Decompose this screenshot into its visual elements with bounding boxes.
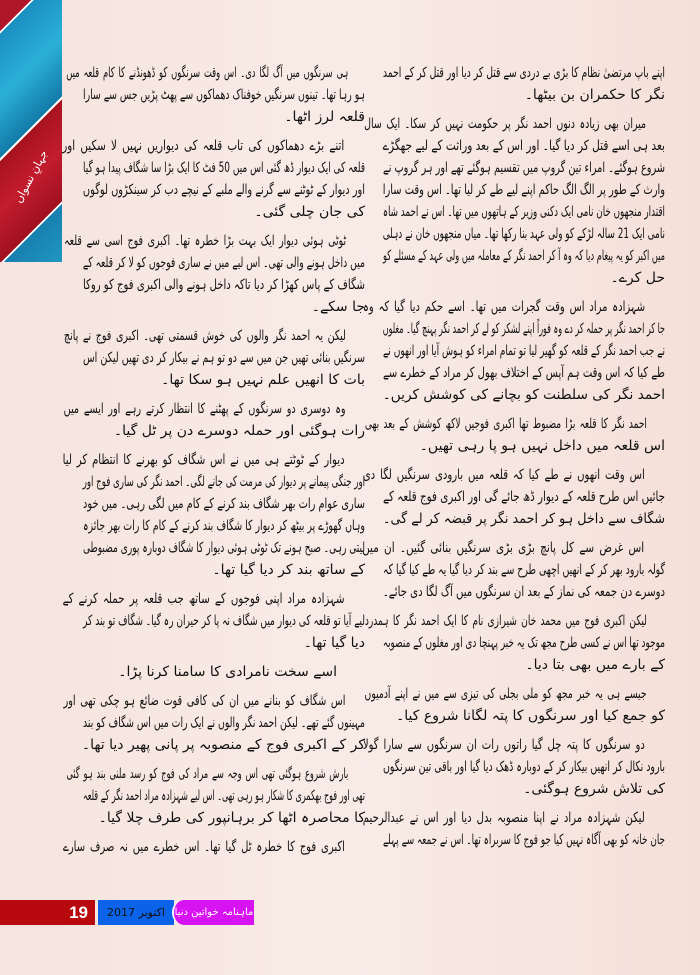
text-line: اپنے باپ مرتضیٰ نظام کا بڑی بے دردی سے قتل کر دیا اور قتل کر کے احمد (382, 65, 665, 81)
text-line: کی جان چلی گئی۔ (254, 204, 365, 220)
text-line: اس غرض سے کل پانچ بڑی بڑی سرنگیں بنائی گئیں۔ ان میں (362, 540, 645, 556)
text-line: طے کیا کہ اس وقت ہم آپس کے اختلاف بھول کر مراد کے خطرے سے (383, 365, 665, 381)
paragraph (64, 230, 366, 318)
issue-date: اکتوبر 2017 (98, 900, 174, 925)
text-line: سرنگیں بنائی تھیں جن میں سے دو تو ہم نے بیکار کر دی تھیں لیکن اس (83, 350, 365, 366)
text-line: قلعہ لرز اٹھا۔ (284, 109, 365, 125)
paragraph (63, 325, 365, 391)
text-line: اس شگاف کو بنانے میں ان کی کافی قوت ضائع ہو چکی تھی اور (63, 693, 346, 709)
paragraph (364, 113, 665, 289)
text-line: شہزادہ مراد اس وقت گجرات میں تھا۔ اسے حکم دیا گیا کہ وہ (363, 299, 646, 315)
text-line: احمد نگر کی سلطنت کو بچانے کی کوشش کریں۔ (382, 387, 665, 403)
text-line: جائیں اس طرح قلعہ کے دیوار ڈھ جائے گی اور اکبری فوج قلعہ کے (383, 489, 665, 505)
section-label: جہانِ نسواں (11, 147, 51, 206)
text-line: جان خانہ کو بھی آگاہ نہیں کیا جو فوج کا سربراہ تھا۔ اس نے جمعہ سے پہلے (383, 832, 665, 848)
paragraph (362, 734, 665, 800)
text-line: میں داخل ہونے والی تھی۔ اس لیے میں نے ساری فوجوں کو لا کر قلعہ کے (82, 255, 366, 271)
text-line: دیا گیا تھا۔ (303, 635, 365, 651)
paragraph (62, 588, 365, 654)
paragraph (63, 398, 365, 442)
text-column-right (362, 62, 665, 858)
text-line: شگاف سے داخل ہو کر احمد نگر پر قبضہ کر لے گی۔ (383, 511, 665, 527)
text-line: کے ساتھ بند کر دیا گیا تھا۔ (212, 562, 365, 578)
text-line: دوسرے دن جمعہ کی نماز کے بعد ان سرنگوں میں آگ لگا دی جائے۔ (382, 584, 665, 600)
text-line: جیسے ہی یہ خبر مجھ کو ملی بجلی کی تیزی سے میں نے اپنے آدمیوں (364, 686, 647, 702)
paragraph (66, 62, 365, 128)
text-line: لیے آیا تو قلعہ کی دیوار میں شگاف نہ پا کر حیران رہ گیا۔ شگاف تو بند کر (83, 613, 365, 629)
paragraph (363, 296, 665, 406)
text-line: میں اکبر کو یہ پیغام دیا کہ وہ آ کر احمد نگر کے معاملہ میں ولی عہد کے مسئلے کو (383, 248, 665, 264)
text-line: اتنے بڑے دھماکوں کی تاب قلعہ کی دیواریں نہیں لا سکیں اور (62, 138, 345, 154)
text-line: شگاف کے پاس کھڑا کر دیا تاکہ داخل ہونے والی اکبری فوج کو روکا (82, 277, 366, 293)
paragraph (364, 610, 665, 676)
text-line: کے بارے میں بھی بتا دیا۔ (525, 657, 665, 673)
text-line: وہاں گھوڑے پر بیٹھ کر دیوار کا شگاف بند کرنے کے کام کا رات بھر جائزہ (83, 518, 365, 534)
paragraph (362, 464, 665, 530)
text-line: ٹوٹی ہوئی دیوار ایک بہت بڑا خطرہ تھا۔ اکبری فوج اسی سے قلعہ (64, 233, 347, 249)
text-line: نگر کا حکمران بن بیٹھا۔ (524, 87, 665, 103)
text-line: اس قلعہ میں داخل نہیں ہو پا رہی تھیں۔ (419, 438, 665, 454)
text-line: نامی ایک 21 سالہ لڑکے کو ولی عہد بنا رکھا تھا۔ میاں منجھوں خان نے دہلی (382, 226, 665, 242)
text-line: کو جمع کیا اور سرنگوں کا پتہ لگانا شروع کیا۔ (396, 708, 665, 724)
paragraph (62, 836, 365, 858)
text-line: دیوار کے ٹوٹتے ہی میں نے اس شگاف کو بھرنے کا انتظام کر لیا (62, 452, 345, 468)
text-line: لیتی رہی۔ صبح ہونے تک ٹوٹی ہوئی دیوار کا شگاف دوبارہ پوری مضبوطی (83, 540, 365, 556)
paragraph (383, 62, 665, 106)
paragraph (62, 449, 365, 581)
text-line: جا کر احمد نگر پر حملہ کر دے وہ فوراً اپنے لشکر کو لے کر احمد نگر پہنچ گیا۔ مغلوں (382, 321, 665, 337)
text-line: رات ہوگئی اور حملہ دوسرے دن پر ٹل گیا۔ (113, 423, 365, 439)
text-line: بعد ہی اسے قتل کر دیا گیا۔ اور اس کے بعد وراثت کے لیے جھگڑے (382, 138, 665, 154)
text-line: تھی اور فوج بھکمری کا شکار ہو رہی تھی۔ اس لیے شہزادہ مراد احمد نگر کے قلعہ (83, 788, 365, 804)
paragraph (364, 683, 665, 727)
text-line: اور دیوار کے ٹوٹنے سے گرنے والے ملبے کے نیچے دب کر سینکڑوں لوگوں (82, 182, 365, 198)
text-line: ہی سرنگوں میں آگ لگا دی۔ اس وقت سرنگوں کو ڈھونڈنے کا کام قلعہ میں (66, 65, 349, 81)
paragraph (364, 413, 665, 457)
text-line: احمد نگر کا قلعہ بڑا مضبوط تھا اکبری فوجیں لاکھ کوشش کے بعد بھی (364, 416, 647, 432)
text-line: اور جنگی پیمانے پر دیوار کی مرمت کی جانے لگی۔ احمد نگر کی ساری فوج اور (82, 474, 365, 490)
text-line: لیکن یہ احمد نگر والوں کی خوش قسمتی تھی۔ اکبری فوج نے پانچ (63, 328, 346, 344)
text-line: وارث کے طور پر الگ الگ حاکم اپنے لیے طے کر لیا تھا۔ اس وقت سارا (382, 182, 665, 198)
text-line: اسے سخت نامرادی کا سامنا کرنا پڑا۔ (118, 664, 337, 680)
text-line: موجود تھا اس نے کسی طرح مجھ تک یہ خبر پہنچا دی اور مغلوں کے منصوبہ (382, 635, 665, 651)
page-number: 19 (69, 903, 88, 922)
paragraph (62, 135, 366, 223)
text-line: ہو رہا تھا۔ تینوں سرنگیں خوفناک دھماکوں سے پھٹ پڑیں جس سے سارا (83, 87, 365, 103)
text-column-left (62, 62, 366, 865)
text-line: گولہ بارود بھر کر کے انھیں اچھی طرح سے بند کر دیا گیا یہ طے کیا گیا کہ (383, 562, 665, 578)
paragraph (362, 537, 665, 603)
text-line: اس وقت انھوں نے طے کیا کہ قلعہ میں بارودی سرنگیں لگا دی (362, 467, 645, 483)
section-banner (0, 0, 62, 262)
text-line: بارش شروع ہوگئی تھی اس وجہ سے مراد کی فوج کو رسد ملنی بند ہو گئی (66, 766, 349, 782)
text-line: لیکن شہزادہ مراد نے اپنا منصوبہ بدل دیا اور اس نے عبدالرحیم (362, 810, 645, 826)
text-line: کا محاصرہ اٹھا کر برہانپور کی طرف چلا گیا۔ (98, 810, 365, 826)
text-line: بارود نکال کر انھیں بیکار کر کے دوبارہ ڈھک دیا گیا اور باقی تین سرنگوں (382, 759, 665, 775)
text-line: کی تلاش شروع ہوگئی۔ (523, 781, 665, 797)
text-line: لیکن اکبری فوج میں محمد خان شیرازی نام کا ایک احمد نگر کا ہمدرد (364, 613, 647, 629)
text-line: حل کرے۔ (610, 270, 665, 286)
text-line: وہ دوسری دو سرنگوں کے پھٹنے کا انتظار کرتے رہے اور ایسے میں (63, 401, 346, 417)
text-line: بات کا انھیں علم نہیں ہو سکا تھا۔ (161, 372, 365, 388)
magazine-name: ماہنامہ خواتین دنیا (172, 900, 254, 925)
text-line: شروع ہوگئے۔ امراء تین گروپ میں تقسیم ہوگئے تھے اور ہر گروپ نے (383, 160, 665, 176)
page-number-box (0, 900, 95, 925)
paragraph (66, 763, 365, 829)
text-line: جا سکے۔ (311, 299, 365, 315)
text-line: مہینوں گئے تھے۔ لیکن احمد نگر والوں نے ایک رات میں اس شگاف کو بند (83, 715, 365, 731)
text-line: اقتدار منجھوں خان نامی ایک دکنی وزیر کے ہاتھوں میں تھا۔ اس نے احمد شاہ (382, 204, 665, 220)
text-line: اکبری فوج کا خطرہ ٹل گیا تھا۔ اس خطرے میں نہ صرف سارے (62, 839, 345, 855)
text-line: قلعہ کی ایک دیوار ڈھ گئی اس میں 50 فٹ کا ایک بڑا سا شگاف پیدا ہو گیا (83, 160, 366, 176)
paragraph (362, 807, 665, 851)
text-line: میران بھی زیادہ دنوں احمد نگر پر حکومت نہیں کر سکا۔ ایک سال (364, 116, 647, 132)
paragraph (83, 661, 365, 683)
text-line: ساری عوام رات بھر شگاف بند کرنے کے کام میں لگی رہی۔ میں خود (83, 496, 365, 512)
text-line: نے جب احمد نگر کے قلعہ کو گھیر لیا تو تمام امراء کو ہوش آیا اور انھوں نے (383, 343, 665, 359)
text-line: شہزادہ مراد اپنی فوجوں کے ساتھ جب قلعہ پر حملہ کرنے کے (62, 591, 345, 607)
text-line: کر کے اکبری فوج کے منصوبہ پر پانی پھیر دیا تھا۔ (81, 737, 365, 753)
text-line: دو سرنگوں کا پتہ چل گیا راتوں رات ان سرنگوں سے سارا گولا (362, 737, 645, 753)
paragraph (63, 690, 365, 756)
